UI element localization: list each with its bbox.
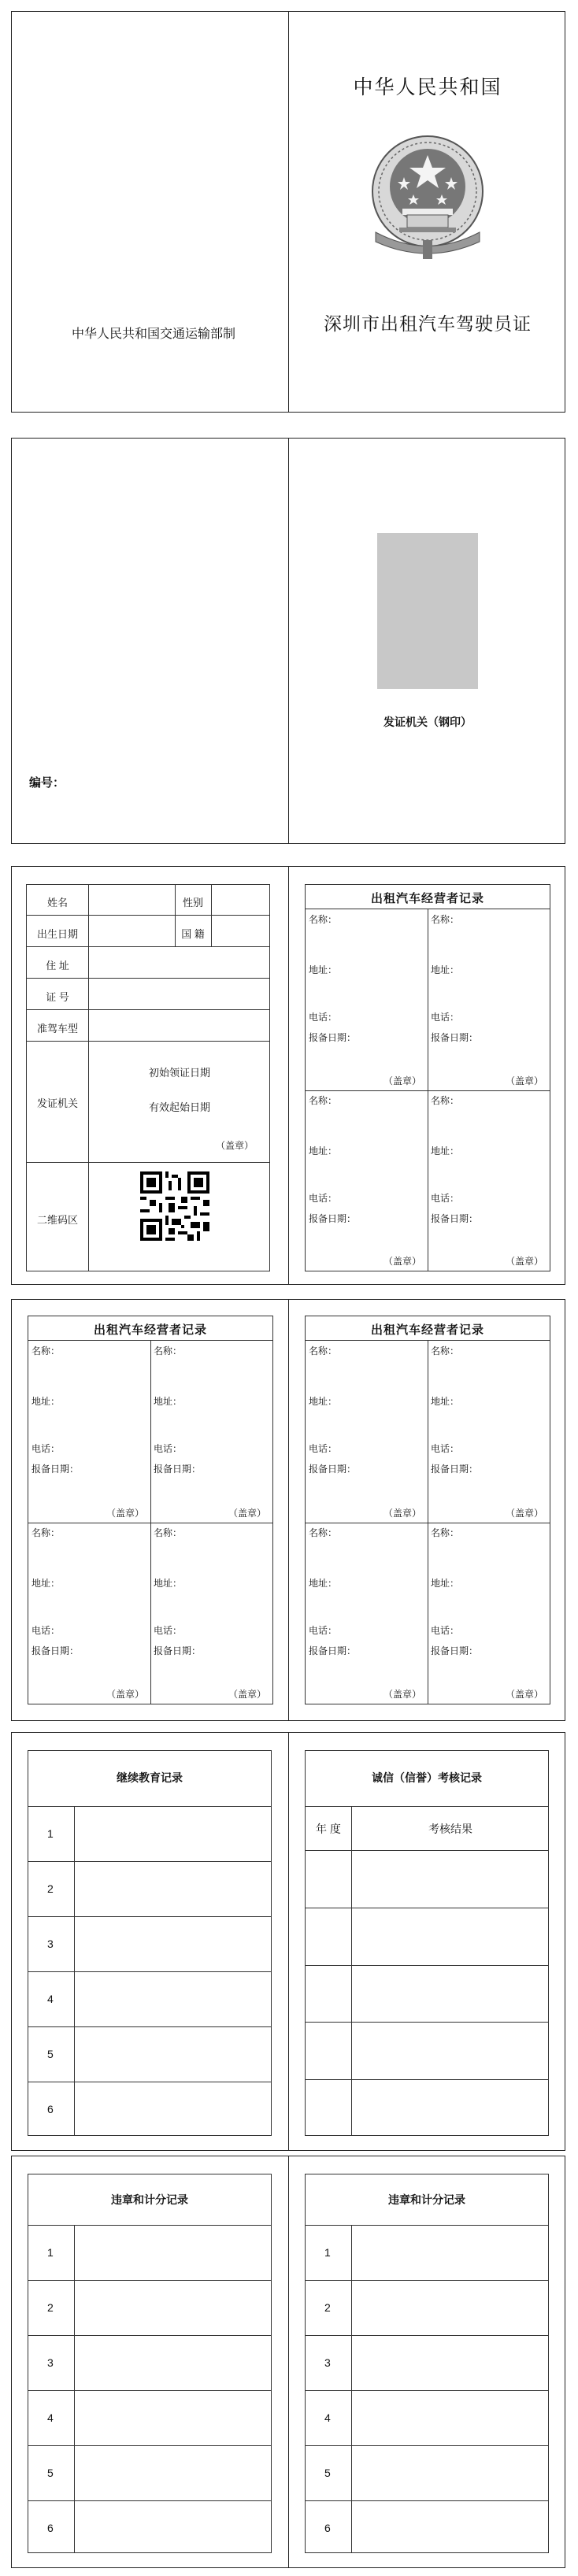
filing-date-label: 报备日期： bbox=[309, 1464, 357, 1475]
name-label: 名称： bbox=[31, 1345, 61, 1356]
operator-entry bbox=[428, 1523, 550, 1704]
label-address: 住 址 bbox=[46, 960, 69, 972]
table-row bbox=[306, 2335, 548, 2390]
phone-label: 电话： bbox=[154, 1443, 183, 1454]
table-row bbox=[28, 1861, 271, 1916]
table-row bbox=[306, 2022, 548, 2079]
table-row bbox=[306, 2079, 548, 2136]
operator-entry bbox=[150, 1523, 272, 1704]
operator-entry bbox=[428, 1341, 550, 1523]
info-spread bbox=[11, 866, 565, 1285]
table-row bbox=[28, 2390, 271, 2445]
filing-date-label: 报备日期： bbox=[309, 1212, 357, 1224]
name-label: 名称： bbox=[309, 1094, 338, 1106]
name-label: 名称： bbox=[154, 1527, 183, 1538]
operator-entry bbox=[306, 1523, 428, 1704]
filing-date-label: 报备日期： bbox=[309, 1645, 357, 1656]
name-label: 名称： bbox=[31, 1527, 61, 1538]
operator-entry bbox=[306, 1090, 428, 1271]
label-valid-from: 有效起始日期 bbox=[148, 1101, 210, 1113]
phone-label: 电话： bbox=[31, 1443, 61, 1454]
table-rule bbox=[27, 946, 269, 947]
operator-record-title: 出租汽车经营者记录 bbox=[370, 1323, 484, 1337]
seal-label: （盖章） bbox=[505, 1507, 543, 1519]
name-label: 名称： bbox=[431, 914, 460, 925]
address-label: 地址： bbox=[309, 1145, 338, 1157]
table-header-row bbox=[306, 1806, 548, 1850]
issuing-authority-seal-label: 发证机关（钢印） bbox=[383, 716, 472, 729]
spread-fold bbox=[288, 2156, 289, 2567]
spread-fold bbox=[288, 867, 289, 1284]
row-number: 2 bbox=[47, 2301, 54, 2314]
row-number: 4 bbox=[47, 2411, 54, 2424]
table-rule bbox=[211, 885, 212, 946]
license-title: 深圳市出租汽车驾驶员证 bbox=[324, 314, 532, 335]
seal-label: （盖章） bbox=[228, 1689, 266, 1700]
name-label: 名称： bbox=[309, 914, 338, 925]
name-label: 名称： bbox=[431, 1527, 460, 1538]
table-row bbox=[28, 2500, 271, 2553]
table-row bbox=[306, 2280, 548, 2335]
issuer-ministry: 中华人民共和国交通运输部制 bbox=[71, 326, 235, 341]
col-result-header: 考核结果 bbox=[428, 1823, 472, 1835]
operator-record-title: 出租汽车经营者记录 bbox=[370, 891, 484, 905]
violation-record-table bbox=[305, 2174, 549, 2553]
table-row bbox=[306, 2225, 548, 2280]
phone-label: 电话： bbox=[309, 1012, 338, 1023]
filing-date-label: 报备日期： bbox=[31, 1645, 80, 1656]
row-number: 6 bbox=[47, 2103, 54, 2115]
col-year-header: 年 度 bbox=[316, 1823, 341, 1835]
table-rule bbox=[27, 1041, 269, 1042]
operator-record-grid bbox=[28, 1340, 272, 1704]
name-label: 名称： bbox=[309, 1527, 338, 1538]
address-label: 地址： bbox=[31, 1396, 61, 1407]
filing-date-label: 报备日期： bbox=[431, 1032, 479, 1043]
filing-date-label: 报备日期： bbox=[431, 1645, 479, 1656]
operator-record-title: 出租汽车经营者记录 bbox=[93, 1323, 207, 1337]
credit-record-table bbox=[305, 1750, 549, 2136]
address-label: 地址： bbox=[309, 964, 338, 975]
phone-label: 电话： bbox=[431, 1624, 460, 1636]
row-number: 1 bbox=[324, 2246, 331, 2259]
table-row bbox=[28, 1806, 271, 1861]
operator-spread bbox=[11, 1299, 565, 1721]
table-row bbox=[28, 1971, 271, 2026]
seal-label: （盖章） bbox=[383, 1689, 421, 1700]
serial-number-label: 编号： bbox=[29, 775, 65, 790]
label-qr-area: 二维码区 bbox=[36, 1214, 78, 1226]
address-label: 地址： bbox=[309, 1396, 338, 1407]
operator-entry bbox=[428, 909, 550, 1090]
seal-label: （盖章） bbox=[505, 1256, 543, 1267]
phone-label: 电话： bbox=[154, 1624, 183, 1636]
address-label: 地址： bbox=[431, 964, 460, 975]
table-row bbox=[28, 2335, 271, 2390]
address-label: 地址： bbox=[431, 1396, 460, 1407]
table-row bbox=[28, 2225, 271, 2280]
filing-date-label: 报备日期： bbox=[154, 1645, 202, 1656]
label-vehicle-class: 准驾车型 bbox=[36, 1023, 78, 1034]
phone-label: 电话： bbox=[431, 1192, 460, 1204]
table-row bbox=[306, 2500, 548, 2553]
seal-note: （盖章） bbox=[216, 1140, 254, 1151]
row-number: 6 bbox=[47, 2522, 54, 2534]
row-number: 3 bbox=[47, 2356, 54, 2369]
operator-entry bbox=[150, 1341, 272, 1523]
name-label: 名称： bbox=[431, 1345, 460, 1356]
seal-label: （盖章） bbox=[106, 1507, 144, 1519]
table-row bbox=[28, 2445, 271, 2500]
education-record-title: 继续教育记录 bbox=[117, 1772, 183, 1785]
driver-info-table bbox=[26, 884, 270, 1271]
table-row bbox=[306, 1908, 548, 1965]
address-label: 地址： bbox=[154, 1396, 183, 1407]
table-row bbox=[306, 1850, 548, 1908]
seal-label: （盖章） bbox=[383, 1507, 421, 1519]
table-row bbox=[306, 2390, 548, 2445]
label-nationality: 国 籍 bbox=[181, 928, 205, 940]
country-title: 中华人民共和国 bbox=[353, 76, 502, 98]
table-row bbox=[28, 2280, 271, 2335]
seal-label: （盖章） bbox=[106, 1689, 144, 1700]
credit-record-title: 诚信（信誉）考核记录 bbox=[372, 1772, 482, 1785]
spread-fold bbox=[288, 1300, 289, 1720]
name-label: 名称： bbox=[154, 1345, 183, 1356]
table-row bbox=[28, 2026, 271, 2082]
operator-entry bbox=[28, 1523, 150, 1704]
violation-record-title: 违章和计分记录 bbox=[111, 2194, 188, 2207]
phone-label: 电话： bbox=[309, 1443, 338, 1454]
table-row bbox=[28, 1916, 271, 1971]
operator-record-grid bbox=[306, 909, 550, 1271]
row-number: 3 bbox=[47, 1938, 54, 1950]
address-label: 地址： bbox=[431, 1577, 460, 1589]
table-row bbox=[306, 2445, 548, 2500]
seal-label: （盖章） bbox=[228, 1507, 266, 1519]
phone-label: 电话： bbox=[309, 1624, 338, 1636]
violation-record-table bbox=[28, 2174, 272, 2553]
qr-code-icon bbox=[140, 1171, 209, 1241]
row-number: 3 bbox=[324, 2356, 331, 2369]
label-gender: 性别 bbox=[182, 897, 203, 909]
row-number: 2 bbox=[324, 2301, 331, 2314]
row-number: 1 bbox=[47, 1827, 54, 1840]
row-number: 5 bbox=[324, 2467, 331, 2479]
row-number: 1 bbox=[47, 2246, 54, 2259]
label-license-number: 证 号 bbox=[46, 991, 69, 1003]
education-spread bbox=[11, 1732, 565, 2151]
national-emblem-icon bbox=[368, 130, 487, 264]
table-row bbox=[28, 2082, 271, 2136]
operator-entry bbox=[28, 1341, 150, 1523]
operator-entry bbox=[306, 1341, 428, 1523]
name-label: 名称： bbox=[309, 1345, 338, 1356]
label-first-issue-date: 初始领证日期 bbox=[148, 1067, 210, 1079]
label-birth-date: 出生日期 bbox=[36, 928, 78, 940]
operator-record-box bbox=[305, 884, 550, 1271]
name-label: 名称： bbox=[431, 1094, 460, 1106]
phone-label: 电话： bbox=[431, 1443, 460, 1454]
row-number: 5 bbox=[47, 2048, 54, 2060]
filing-date-label: 报备日期： bbox=[309, 1032, 357, 1043]
violation-record-title: 违章和计分记录 bbox=[388, 2194, 465, 2207]
operator-record-grid bbox=[306, 1340, 550, 1704]
spread-fold bbox=[288, 1733, 289, 2150]
seal-label: （盖章） bbox=[505, 1689, 543, 1700]
table-rule bbox=[27, 978, 269, 979]
table-rule bbox=[27, 1162, 269, 1163]
label-name: 姓名 bbox=[46, 897, 68, 909]
address-label: 地址： bbox=[154, 1577, 183, 1589]
spread-fold bbox=[288, 439, 289, 843]
row-number: 4 bbox=[47, 1993, 54, 2005]
seal-label: （盖章） bbox=[383, 1075, 421, 1086]
table-rule bbox=[27, 1009, 269, 1010]
phone-label: 电话： bbox=[31, 1624, 61, 1636]
row-number: 6 bbox=[324, 2522, 331, 2534]
address-label: 地址： bbox=[31, 1577, 61, 1589]
operator-record-box bbox=[305, 1316, 550, 1704]
filing-date-label: 报备日期： bbox=[31, 1464, 80, 1475]
operator-record-box bbox=[28, 1316, 273, 1704]
violation-spread bbox=[11, 2156, 565, 2568]
seal-label: （盖章） bbox=[505, 1075, 543, 1086]
address-label: 地址： bbox=[309, 1577, 338, 1589]
seal-label: （盖章） bbox=[383, 1256, 421, 1267]
address-label: 地址： bbox=[431, 1145, 460, 1157]
operator-entry bbox=[428, 1090, 550, 1271]
label-issuing-authority: 发证机关 bbox=[36, 1097, 78, 1109]
filing-date-label: 报备日期： bbox=[431, 1464, 479, 1475]
row-number: 5 bbox=[47, 2467, 54, 2479]
row-number: 2 bbox=[47, 1882, 54, 1895]
table-row bbox=[306, 1965, 548, 2022]
filing-date-label: 报备日期： bbox=[431, 1212, 479, 1224]
education-record-table bbox=[28, 1750, 272, 2136]
cover-spread bbox=[11, 11, 565, 413]
operator-entry bbox=[306, 909, 428, 1090]
table-rule bbox=[27, 915, 269, 916]
filing-date-label: 报备日期： bbox=[154, 1464, 202, 1475]
row-number: 4 bbox=[324, 2411, 331, 2424]
photo-spread bbox=[11, 438, 565, 844]
driver-photo bbox=[377, 533, 478, 689]
phone-label: 电话： bbox=[431, 1012, 460, 1023]
phone-label: 电话： bbox=[309, 1192, 338, 1204]
